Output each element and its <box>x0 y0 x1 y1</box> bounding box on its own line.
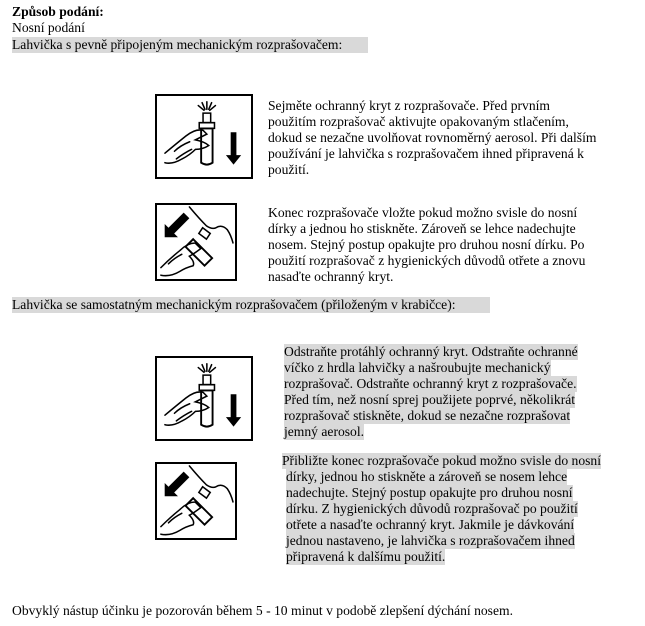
text-line: jednou nastaveno, je lahvička s rozprašovačem ihned <box>286 533 575 548</box>
text-line: víčko z hrdla lahvičky a našroubujte mechanický <box>284 360 551 375</box>
section-title: Způsob podání: <box>12 4 104 19</box>
spray-priming-icon <box>157 358 251 439</box>
spray-priming-icon <box>157 96 251 177</box>
text-line: použití rozprašovač z hygienických důvodů otřete a znovu <box>268 253 586 268</box>
text-line: Sejměte ochranný kryt z rozprašovače. Před prvním <box>268 98 550 113</box>
text-line: dírky, jednou ho stiskněte a zároveň se nosem lehce <box>286 469 568 484</box>
text-line: dírky a jednou ho stiskněte. Zároveň se lehce nadechujte <box>268 221 576 236</box>
onset-note: Obvyklý nástup účinku je pozorován během 5 - 10 minut v podobě zlepšení dýchání nosem. <box>12 603 513 618</box>
text-line: otřete a nasaďte ochranný kryt. Jakmile je dávkování <box>286 517 575 532</box>
nose-spray-icon <box>157 464 235 538</box>
text-line: Před tím, než nosní sprej použijete poprvé, několikrát <box>284 392 576 407</box>
text-line: Konec rozprašovače vložte pokud možno svisle do nosní <box>268 205 578 220</box>
text-line: připravená k dalšímu použití. <box>286 549 446 564</box>
text-line: použitím rozprašovač aktivujte opakovaným stlačením, <box>268 114 569 129</box>
priming-illustration <box>155 94 253 179</box>
route-text: Nosní podání <box>12 20 85 35</box>
text-line: dokud se nezačne uvolňovat rovnoměrný aerosol. Při dalším <box>268 130 597 145</box>
text-line: Přibližte konec rozprašovače pokud možno svisle do nosní <box>282 453 602 468</box>
nasal-application-illustration-2 <box>155 462 237 540</box>
text-line: použití. <box>268 162 310 177</box>
text-line: Odstraňte protáhlý ochranný kryt. Odstraňte ochranné <box>284 344 578 359</box>
section2-step2-text <box>282 453 601 565</box>
text-line: nosem. Stejný postup opakujte pro druhou nosní dírku. Po <box>268 237 585 252</box>
priming-illustration-2 <box>155 356 253 441</box>
section1-step1-text <box>268 98 596 178</box>
section2-heading: Lahvička se samostatným mechanickým rozprašovačem (přiloženým v krabičce): <box>12 297 490 313</box>
text-line: nasaďte ochranný kryt. <box>268 269 394 284</box>
section1-heading: Lahvička s pevně připojeným mechanickým rozprašovačem: <box>12 37 368 53</box>
text-line: rozprašovač. Odstraňte ochranný kryt z rozprašovače. <box>284 376 577 391</box>
text-line: jemný aerosol. <box>284 424 365 439</box>
text-line: dírku. Z hygienických důvodů rozprašovač po použití <box>286 501 578 516</box>
nose-spray-icon <box>157 205 235 279</box>
section1-step2-text <box>268 205 585 285</box>
text-line: používání je lahvička s rozprašovačem ihned připravená k <box>268 146 584 161</box>
text-line: nadechujte. Stejný postup opakujte pro druhou nosní <box>286 485 573 500</box>
text-line: rozprašovač stiskněte, dokud se nezačne rozprašovat <box>284 408 571 423</box>
nasal-application-illustration <box>155 203 237 281</box>
section2-step1-text <box>284 344 578 440</box>
